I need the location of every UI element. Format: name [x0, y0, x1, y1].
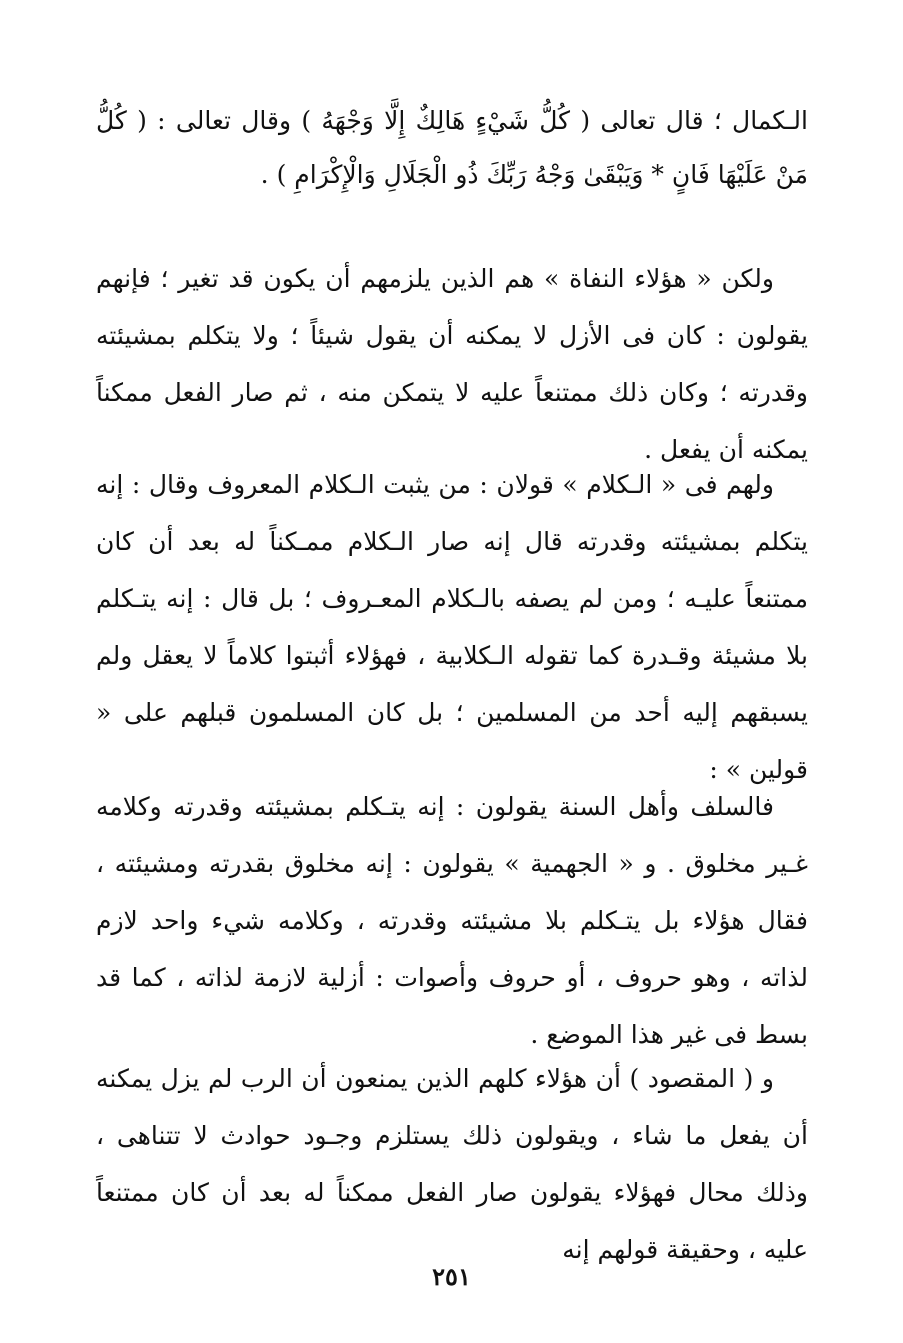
- paragraph-text: فالسلف وأهل السنة يقولون : إنه يتـكلم بمشيئته وقدرته وكلامه غـير مخلوق . و « الجهمية » يقولون : إنه مخلوق بقدرته ومشيئته ، فقال هؤلاء بل يتـكلم بلا مشيئته وقدرته ، وكلامه شيء واحد لازم لذاته ، وهو حروف ، أو حروف وأصوات : أزلية لازمة لذاته ، كما قد بسط فى غير هذا الموضع .: [96, 792, 808, 1049]
- paragraph-text: الـكمال ؛ قال تعالى ( كُلُّ شَيْءٍ هَالِكٌ إِلَّا وَجْهَهُ ) وقال تعالى : ( كُلُّ مَنْ عَلَيْهَا فَانٍ * وَيَبْقَىٰ وَجْهُ رَبِّكَ ذُو الْجَلَالِ وَالْإِكْرَامِ ) .: [96, 106, 808, 189]
- paragraph-5: [96, 1050, 808, 1278]
- paragraph-1: [96, 94, 808, 202]
- paragraph-3: [96, 456, 808, 798]
- paragraph-text: و ( المقصود ) أن هؤلاء كلهم الذين يمنعون أن الرب لم يزل يمكنه أن يفعل ما شاء ، ويقولون ذلك يستلزم وجـود حوادث لا تتناهى ، وذلك محال فهؤلاء يقولون صار الفعل ممكناً له بعد أن كان ممتنعاً عليه ، وحقيقة قولهم إنه: [96, 1064, 808, 1264]
- paragraph-text: ولهم فى « الـكلام » قولان : من يثبت الـكلام المعروف وقال : إنه يتكلم بمشيئته وقدرته قال إنه صار الـكلام ممـكناً له بعد أن كان ممتنعاً عليـه ؛ ومن لم يصفه بالـكلام المعـروف ؛ بل قال : إنه يتـكلم بلا مشيئة وقـدرة كما تقوله الـكلابية ، فهؤلاء أثبتوا كلاماً لا يعقل ولم يسبقهم إليه أحد من المسلمين ؛ بل كان المسلمون قبلهم على « قولين » :: [96, 470, 808, 784]
- paragraph-4: [96, 778, 808, 1063]
- page-number: ٢٥١: [432, 1262, 471, 1291]
- paragraph-text: ولكن « هؤلاء النفاة » هم الذين يلزمهم أن يكون قد تغير ؛ فإنهم يقولون : كان فى الأزل لا يمكنه أن يقول شيئاً ؛ ولا يتكلم بمشيئته وقدرته ؛ وكان ذلك ممتنعاً عليه لا يتمكن منه ، ثم صار الفعل ممكناً يمكنه أن يفعل .: [96, 264, 808, 464]
- paragraph-2: [96, 250, 808, 478]
